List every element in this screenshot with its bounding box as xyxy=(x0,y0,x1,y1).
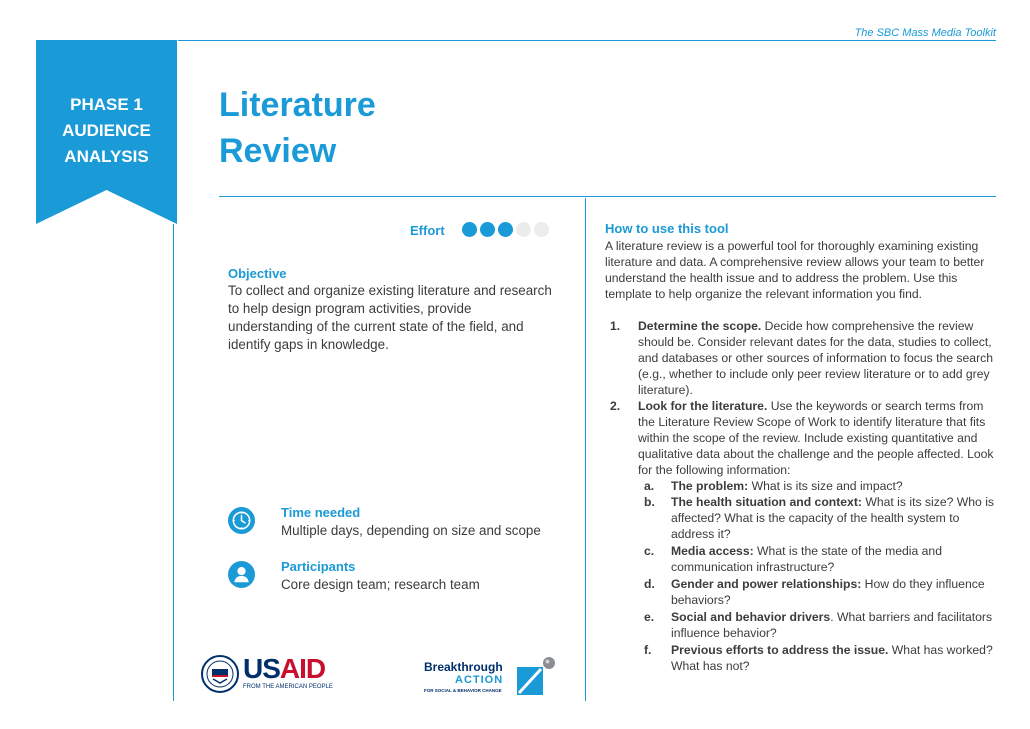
breakthrough-action-logo xyxy=(420,655,560,697)
phase-line-3: ANALYSIS xyxy=(64,147,149,166)
step-title: Look for the literature. xyxy=(638,399,768,413)
top-divider xyxy=(178,40,996,41)
usaid-wordmark-aid: AID xyxy=(279,653,326,684)
breakthrough-mark-icon xyxy=(515,655,557,697)
phase-line-2: AUDIENCE xyxy=(62,121,151,140)
sub-list xyxy=(638,478,995,674)
sub-text: What has worked? What has not? xyxy=(671,643,993,673)
step-title: Determine the scope. xyxy=(638,319,762,333)
usaid-seal-icon xyxy=(201,655,239,693)
sub-title: Gender and power relationships: xyxy=(671,577,862,591)
objective-section xyxy=(228,266,558,354)
effort-dot-filled xyxy=(480,222,495,237)
title-line-2: Review xyxy=(219,132,337,170)
sub-title: The problem: xyxy=(671,479,749,493)
how-to-body: A literature review is a powerful tool for thoroughly examining existing literature and data. A comprehensive review allows your team to better understand the health issue and to address the problem. Use this template to help organize the relevant information you find. xyxy=(605,239,985,301)
objective-heading: Objective xyxy=(228,266,287,281)
sub-item xyxy=(638,478,995,494)
time-needed-section xyxy=(228,505,568,545)
usaid-tagline: FROM THE AMERICAN PEOPLE xyxy=(243,684,333,690)
ba-tagline: FOR SOCIAL & BEHAVIOR CHANGE xyxy=(424,688,502,693)
left-divider xyxy=(173,224,174,701)
sub-letter: a. xyxy=(644,479,655,493)
step-number: 2. xyxy=(610,399,621,413)
clock-icon xyxy=(228,507,255,534)
sub-letter: c. xyxy=(644,544,655,558)
how-to-section xyxy=(605,221,995,302)
sub-letter: b. xyxy=(644,495,655,509)
how-to-heading: How to use this tool xyxy=(605,221,729,236)
sub-text: What is its size and impact? xyxy=(748,479,903,493)
sub-item xyxy=(638,494,995,542)
step-text: Decide how comprehensive the review should be. Consider relevant dates for the data, studies to collect, and databases or other sources of information to focus the search (e.g., whether to include only peer review literature or to add grey literature). xyxy=(638,319,993,397)
effort-dot-empty xyxy=(534,222,549,237)
effort-label: Effort xyxy=(410,223,445,238)
sub-title: Social and behavior drivers xyxy=(671,610,831,624)
ba-name-line-2: ACTION xyxy=(455,674,504,686)
sub-item xyxy=(638,642,995,674)
sub-text: . What barriers and facilitators influence behavior? xyxy=(671,610,993,640)
usaid-wordmark-us: US xyxy=(243,653,280,684)
step-text: Use the keywords or search terms from the Literature Review Scope of Work to identify literature that fits within the scope of the review. Include existing quantitative and qualitative data about the challenge and the people affected. Look for the following information: xyxy=(638,399,994,477)
effort-dot-filled xyxy=(462,222,477,237)
participants-body: Core design team; research team xyxy=(281,577,480,592)
phase-label xyxy=(36,92,177,170)
participants-heading: Participants xyxy=(281,559,356,574)
title-line-1: Literature xyxy=(219,86,376,124)
step-number: 1. xyxy=(610,319,621,333)
effort-rating xyxy=(462,222,549,237)
sub-item xyxy=(638,609,995,641)
time-needed-heading: Time needed xyxy=(281,505,361,520)
page-title xyxy=(219,82,376,174)
sub-letter: e. xyxy=(644,610,655,624)
sub-item xyxy=(638,543,995,575)
title-divider xyxy=(219,196,996,197)
usaid-wordmark xyxy=(243,653,325,685)
toolkit-header-title: The SBC Mass Media Toolkit xyxy=(854,27,996,39)
step-item xyxy=(605,318,995,398)
ba-name-line-1: Breakthrough xyxy=(424,660,503,674)
sub-text: How do they influence behaviors? xyxy=(671,577,985,607)
effort-dot-filled xyxy=(498,222,513,237)
objective-body: To collect and organize existing literature and research to help design program activities, provide understanding of the current state of the field, and identify gaps in knowledge. xyxy=(228,283,552,352)
person-icon xyxy=(228,561,255,588)
sub-text: What is the state of the media and communication infrastructure? xyxy=(671,544,942,574)
usaid-logo xyxy=(201,655,336,695)
sub-text: What is its size? Who is affected? What is the capacity of the health system to address it? xyxy=(671,495,995,541)
sub-letter: d. xyxy=(644,577,655,591)
phase-line-1: PHASE 1 xyxy=(70,95,143,114)
sub-title: Media access: xyxy=(671,544,754,558)
sub-item xyxy=(638,576,995,608)
column-divider xyxy=(585,198,586,701)
effort-dot-empty xyxy=(516,222,531,237)
step-item xyxy=(605,398,995,674)
participants-section xyxy=(228,559,568,599)
sub-title: The health situation and context: xyxy=(671,495,862,509)
sub-letter: f. xyxy=(644,643,652,657)
sub-title: Previous efforts to address the issue. xyxy=(671,643,889,657)
steps-list xyxy=(605,318,995,674)
time-needed-body: Multiple days, depending on size and scope xyxy=(281,523,541,538)
